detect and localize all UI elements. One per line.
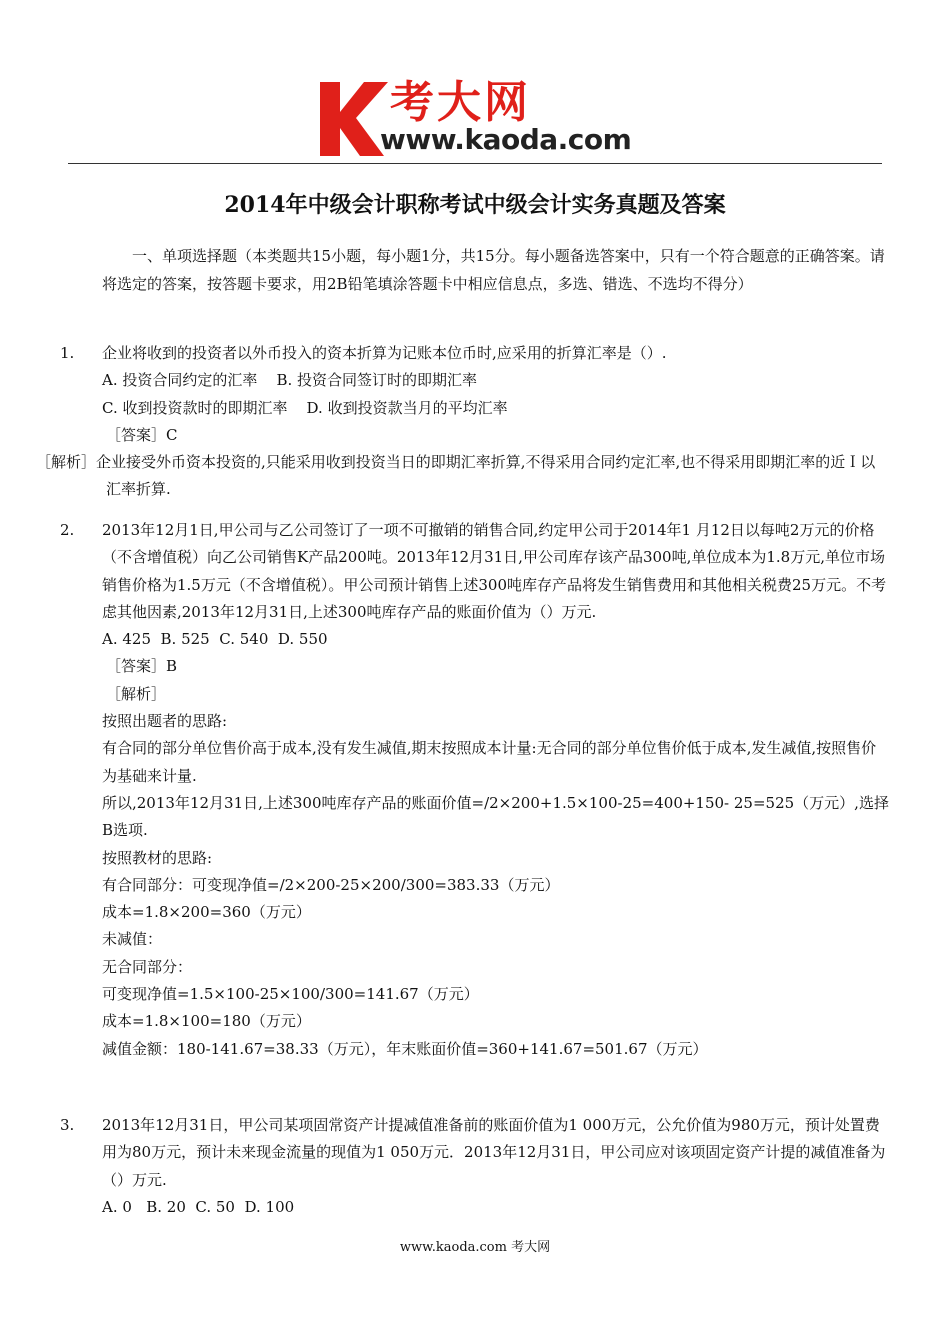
question-1: [36, 340, 890, 504]
question-stem: 2013年12月1日,甲公司与乙公司签订了一项不可撤销的销售合同,约定甲公司于2014年1 月12日以每吨2万元的价格（不含增值税）向乙公司销售K产品200吨。2013年12月31日,甲公司库存该产品300吨,单位成本为1.8万元,单位市场销售价格为1.5万元（不含增值税）。甲公司预计销售上述300吨库存产品将发生销售费用和其他相关税费25万元。不考虑其他因素,2013年12月31日,上述300吨库存产品的账面价值为（）万元.: [102, 521, 887, 621]
question-number: 1.: [60, 344, 75, 362]
analysis-line: 所以,2013年12月31日,上述300吨库存产品的账面价值=/2×200+1.5×100-25=400+150- 25=525（万元）,选择B选项.: [102, 793, 889, 840]
analysis-line: 成本=1.8×200=360（万元）: [102, 903, 311, 922]
logo-title: 考大网: [390, 77, 531, 128]
question-options: A. 425 B. 525 C. 540 D. 550: [102, 630, 328, 649]
logo-url: www.kaoda.com: [380, 123, 632, 156]
analysis-line: 按照出题者的思路:: [102, 712, 228, 731]
question-2: [60, 517, 890, 1063]
question-stem: 企业将收到的投资者以外币投入的资本折算为记账本位币时,应采用的折算汇率是（）.: [102, 344, 667, 362]
question-3: [60, 1112, 890, 1221]
analysis-line: 有合同的部分单位售价高于成本,没有发生减值,期末按照成本计量:无合同的部分单位售价低于成本,发生减值,按照售价为基础来计量.: [102, 739, 877, 785]
document-title: 2014年中级会计职称考试中级会计实务真题及答案: [224, 192, 726, 218]
question-analysis: ［解析］企业接受外币资本投资的,只能采用收到投资当日的即期汇率折算,不得采用合同约定汇率,也不得采用即期汇率的近Ｉ以汇率折算.: [36, 453, 876, 499]
analysis-line: 按照教材的思路:: [102, 848, 213, 867]
analysis-line: 可变现净值=1.5×100-25×100/300=141.67（万元）: [102, 985, 479, 1004]
question-options: C. 收到投资款时的即期汇率 D. 收到投资款当月的平均汇率: [102, 398, 508, 417]
question-options: A. 0 B. 20 C. 50 D. 100: [102, 1197, 295, 1216]
analysis-line: 成本=1.8×100=180（万元）: [102, 1012, 311, 1031]
analysis-line: 未减值：: [102, 930, 163, 949]
analysis-line: 有合同部分：可变现净值=/2×200-25×200/300=383.33（万元）: [102, 875, 560, 894]
header-divider: [68, 163, 882, 164]
question-answer: ［答案］B: [106, 657, 178, 676]
question-number: 2.: [60, 521, 75, 539]
page-footer: www.kaoda.com 考大网: [399, 1240, 551, 1255]
analysis-label: ［解析］: [106, 684, 167, 703]
question-answer: ［答案］C: [106, 425, 178, 444]
question-options: A. 投资合同约定的汇率 B. 投资合同签订时的即期汇率: [102, 371, 478, 390]
analysis-line: 无合同部分：: [102, 957, 193, 976]
analysis-line: 减值金额：180-141.67=38.33（万元），年末账面价值=360+141.67=501.67（万元）: [102, 1039, 708, 1058]
question-stem: 2013年12月31日，甲公司某项固常资产计提减值准备前的账面价值为1 000万元，公允价值为980万元，预计处置费用为80万元，预计未来现金流量的现值为1 050万元．2013年12月31日，甲公司应对该项固定资产计提的减值准备为（）万元.: [102, 1116, 886, 1189]
kaoda-logo: [318, 77, 638, 158]
section-intro: 一、单项选择题（本类题共15小题，每小题1分，共15分。每小题备选答案中，只有一个符合题意的正确答案。请将选定的答案，按答题卡要求，用2B铅笔填涂答题卡中相应信息点，多选、错选、不选均不得分）: [102, 247, 885, 293]
question-number: 3.: [60, 1116, 75, 1134]
